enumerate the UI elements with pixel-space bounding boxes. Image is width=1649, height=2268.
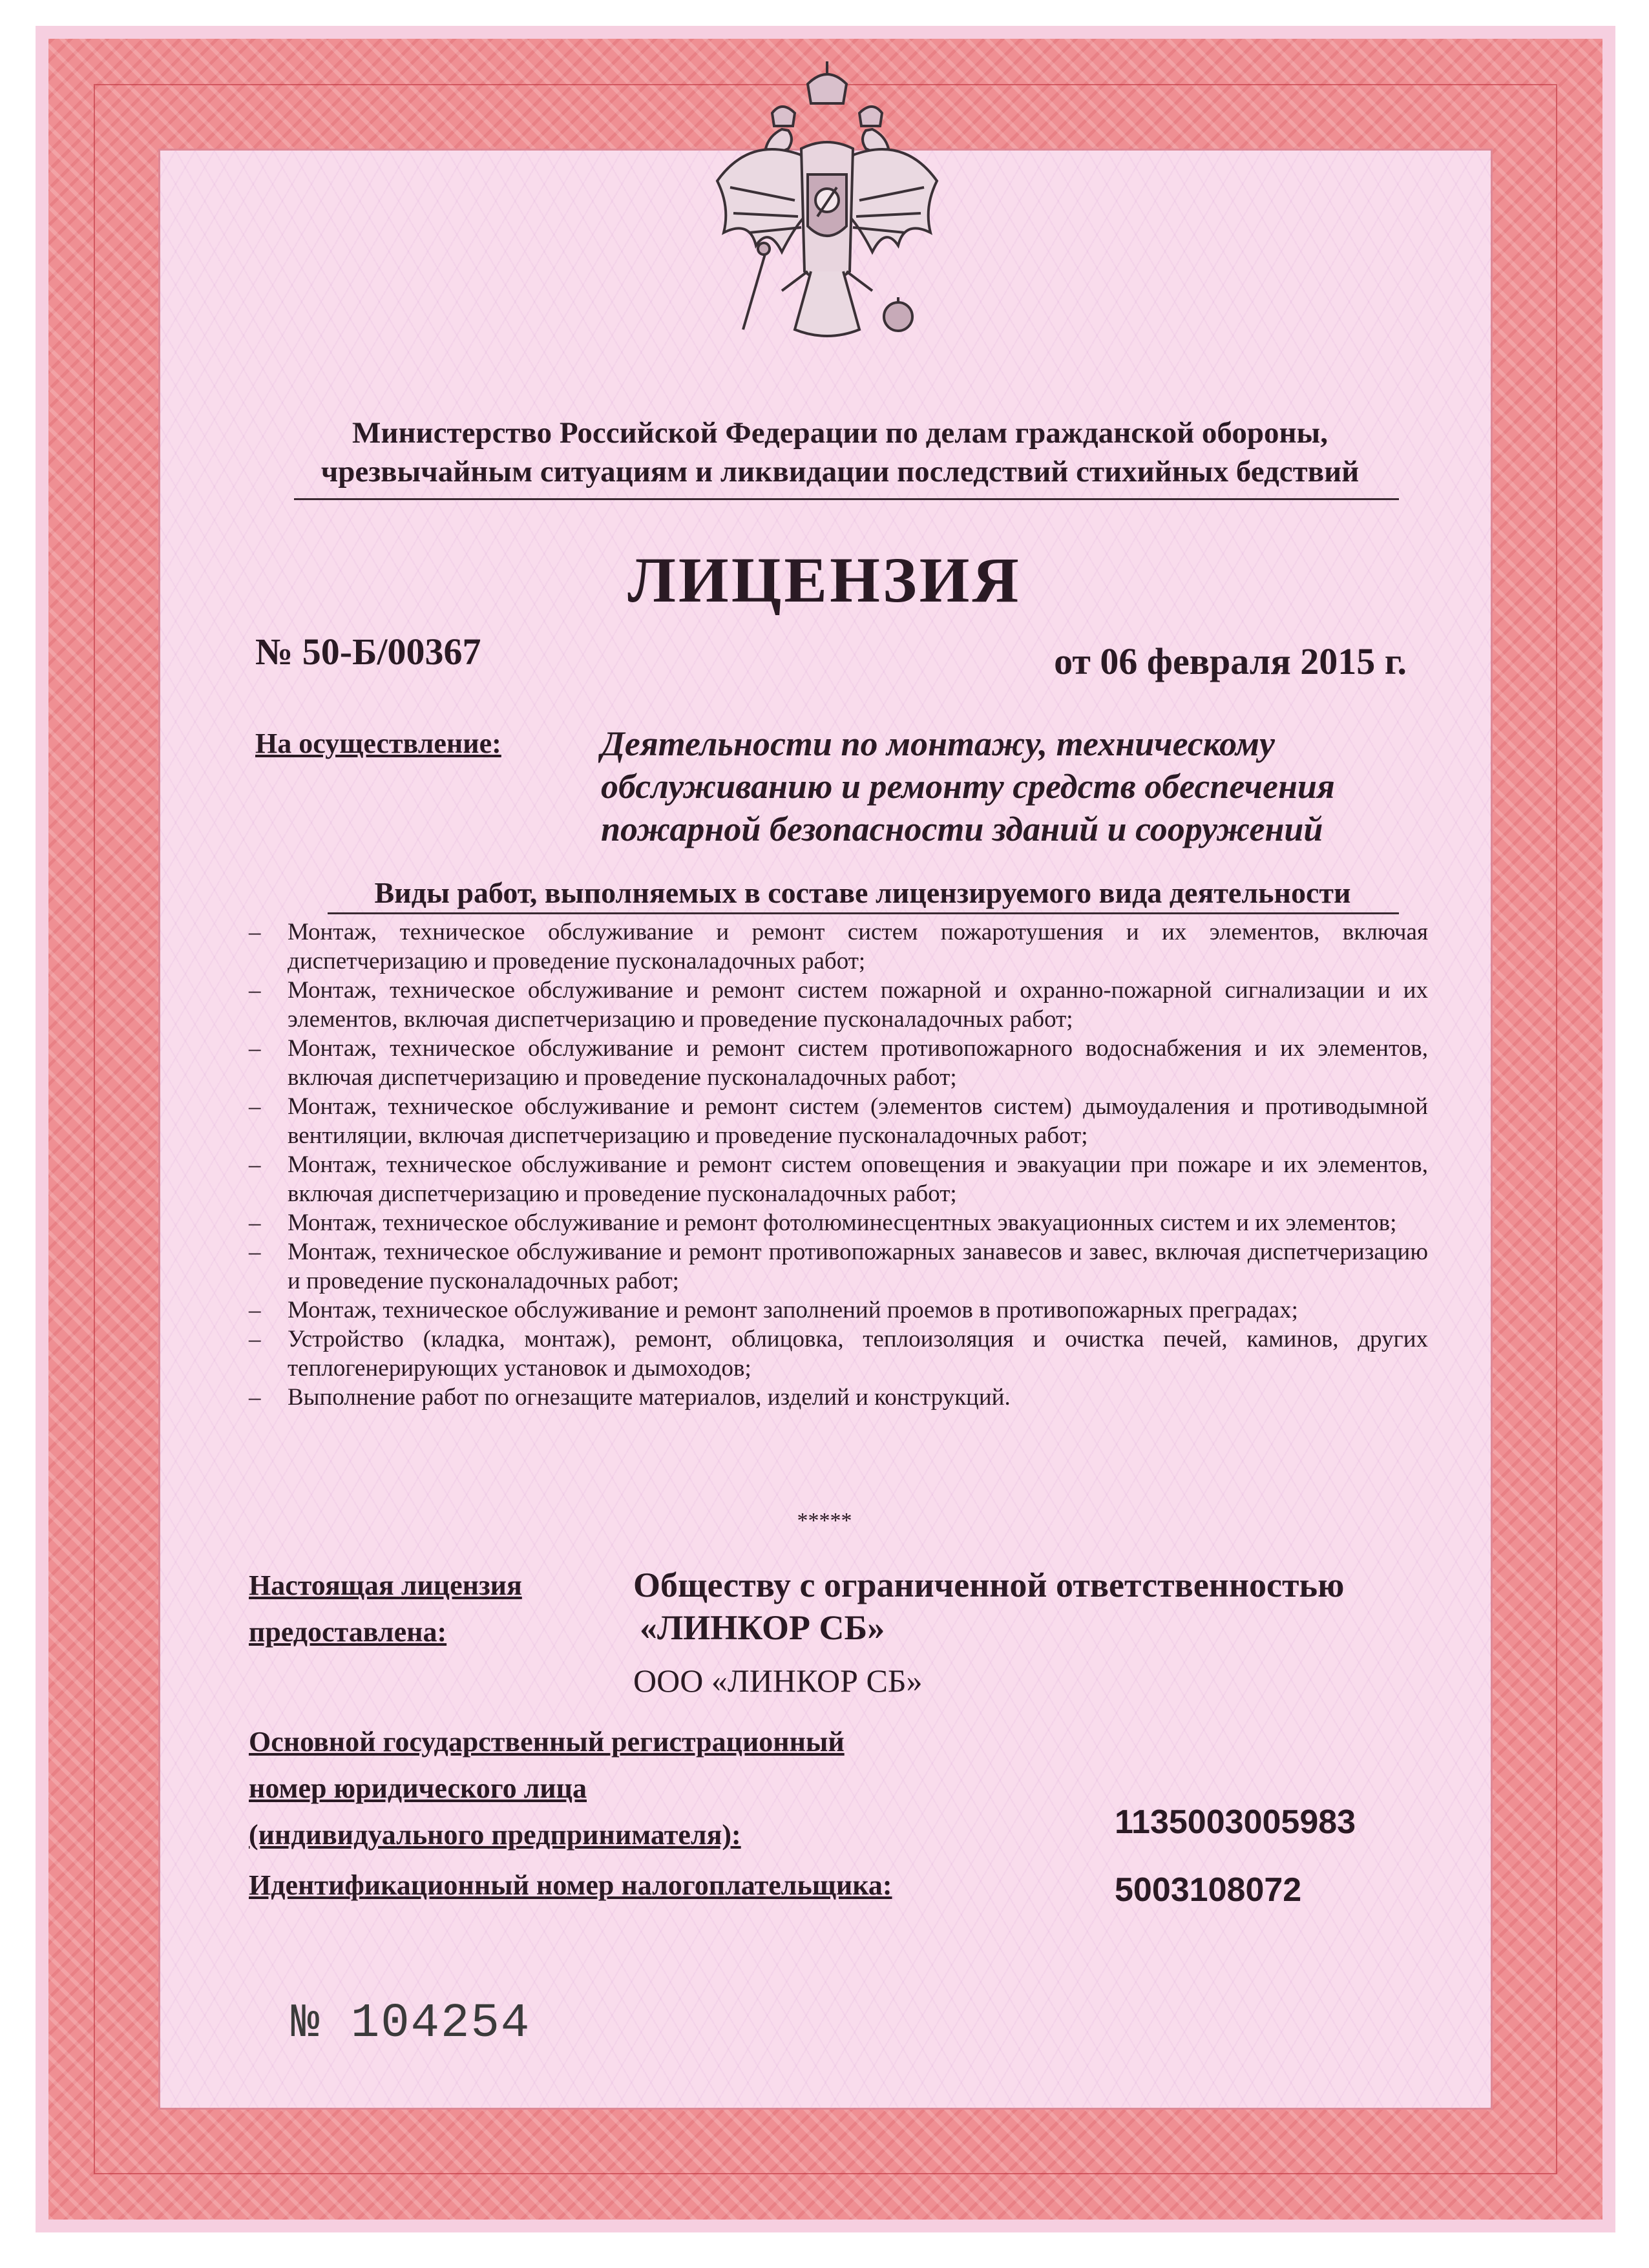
company-full-name xyxy=(633,1564,1344,1649)
license-number: № 50-Б/00367 xyxy=(255,631,481,673)
list-item: – Выполнение работ по огнезащите материалов, изделий и конструкций. xyxy=(249,1383,1428,1412)
inn-label: Идентификационный номер налогоплательщика: xyxy=(249,1869,892,1901)
list-item: – Монтаж, техническое обслуживание и ремонт систем пожарной и охранно-пожарной сигнализации и их элементов, включая диспетчеризацию и проведение пусконаладочных работ; xyxy=(249,976,1428,1034)
ministry-underline xyxy=(294,498,1399,500)
list-item: – Монтаж, техническое обслуживание и ремонт заполнений проемов в противопожарных преградах; xyxy=(249,1296,1428,1325)
ogrn-label-line-2: номер юридического лица xyxy=(249,1772,587,1804)
granted-label-line-2: предоставлена: xyxy=(249,1616,447,1648)
company-name-line-2: «ЛИНКОР СБ» xyxy=(640,1608,885,1647)
double-headed-eagle-emblem-icon xyxy=(704,58,950,362)
list-item: – Устройство (кладка, монтаж), ремонт, облицовка, теплоизоляция и очистка печей, каминов, других теплогенерирующих установок и дымоходов; xyxy=(249,1325,1428,1383)
purpose-text: Деятельности по монтажу, техническому обслуживанию и ремонту средств обеспечения пожарной безопасности зданий и сооружений xyxy=(601,724,1335,848)
list-item: – Монтаж, техническое обслуживание и ремонт систем пожаротушения и их элементов, включая диспетчеризацию и проведение пусконаладочных работ; xyxy=(249,918,1428,976)
list-item: – Монтаж, техническое обслуживание и ремонт систем противопожарного водоснабжения и их элементов, включая диспетчеризацию и проведение пусконаладочных работ; xyxy=(249,1034,1428,1092)
purpose-label: На осуществление: xyxy=(255,728,501,759)
company-name-line-1: Обществу с ограниченной ответственностью xyxy=(633,1566,1345,1604)
granted-label-line-1: Настоящая лицензия xyxy=(249,1570,522,1601)
section-separator: ***** xyxy=(797,1509,852,1533)
ogrn-label xyxy=(249,1719,845,1858)
list-item: – Монтаж, техническое обслуживание и ремонт систем оповещения и эвакуации при пожаре и их элементов, включая диспетчеризацию и проведение пусконаладочных работ; xyxy=(249,1150,1428,1208)
works-title: Виды работ, выполняемых в составе лицензируемого вида деятельности xyxy=(374,876,1351,909)
document-title: ЛИЦЕНЗИЯ xyxy=(627,544,1022,616)
company-short-name: ООО «ЛИНКОР СБ» xyxy=(633,1663,923,1699)
ogrn-label-line-3: (индивидуального предпринимателя): xyxy=(249,1819,741,1851)
ogrn-label-line-1: Основной государственный регистрационный xyxy=(249,1726,845,1758)
issuing-authority xyxy=(258,414,1422,491)
works-list xyxy=(249,918,1428,1412)
list-item: – Монтаж, техническое обслуживание и ремонт противопожарных занавесов и завес, включая диспетчеризацию и проведение пусконаладочных работ; xyxy=(249,1237,1428,1296)
ogrn-value: 1135003005983 xyxy=(1115,1803,1356,1841)
ministry-line-2: чрезвычайным ситуациям и ликвидации последствий стихийных бедствий xyxy=(320,455,1360,488)
inn-value: 5003108072 xyxy=(1115,1871,1302,1909)
license-date: от 06 февраля 2015 г. xyxy=(1054,640,1407,682)
blank-serial-number: № 104254 xyxy=(291,1997,531,2051)
list-item: – Монтаж, техническое обслуживание и ремонт систем (элементов систем) дымоудаления и противодымной вентиляции, включая диспетчеризацию и проведение пусконаладочных работ; xyxy=(249,1092,1428,1150)
works-title-underline xyxy=(328,912,1399,914)
list-item: – Монтаж, техническое обслуживание и ремонт фотолюминесцентных эвакуационных систем и их элементов; xyxy=(249,1208,1428,1237)
granted-label xyxy=(249,1562,522,1655)
ministry-line-1: Министерство Российской Федерации по делам гражданской обороны, xyxy=(352,416,1328,450)
